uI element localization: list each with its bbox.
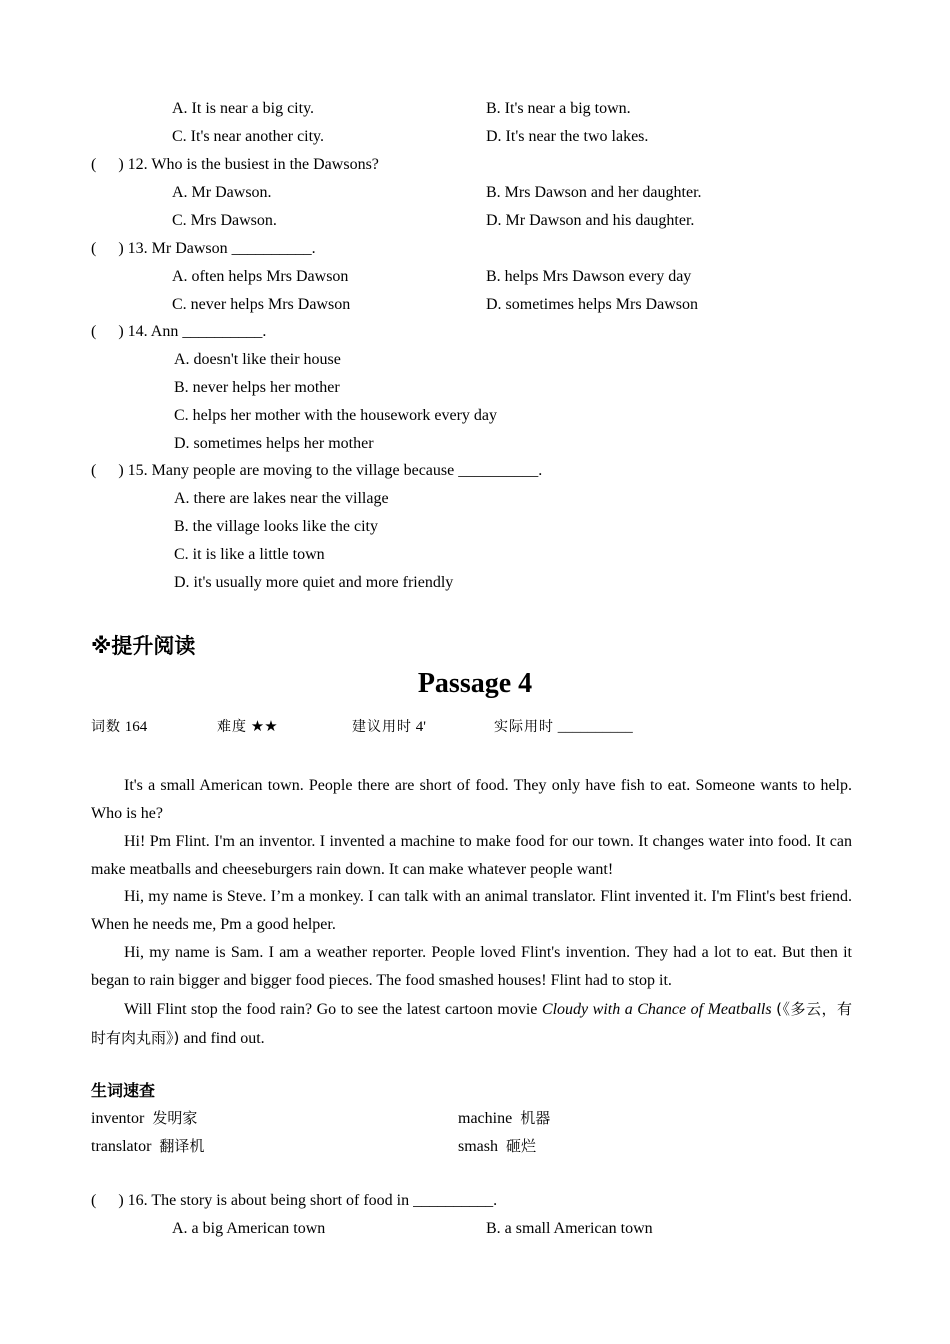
q11-option-a: A. It is near a big city. [172,100,315,117]
fill-blank: __________ [413,1192,494,1209]
fill-blank: __________ [231,240,312,257]
q11-option-d: D. It's near the two lakes. [486,128,649,145]
q13-stem: ( ) 13. Mr Dawson __________. [91,240,316,257]
vocab-item: inventor 发明家 [91,1109,198,1127]
q12-option-c: C. Mrs Dawson. [172,212,277,229]
passage-title: Passage 4 [417,668,533,699]
vocab-item: translator 翻译机 [91,1137,205,1155]
fill-blank: __________ [458,462,539,479]
q16-stem: ( ) 16. The story is about being short of food in __________. [91,1192,498,1209]
q14-stem: ( ) 14. Ann __________. [91,323,267,340]
q13-option-a: A. often helps Mrs Dawson [172,268,349,285]
vocab-item: smash 砸烂 [458,1137,537,1155]
q16-option-a: A. a big American town [172,1220,326,1237]
answer-paren: ( [91,156,97,173]
q16-option-b: B. a small American town [486,1220,653,1237]
star-icon: ★★ [250,719,278,735]
vocab-item: machine 机器 [458,1109,551,1127]
answer-paren: ( [91,1192,97,1209]
difficulty: 难度 ★★ [217,719,278,735]
answer-paren: ( [91,462,97,479]
q14-option-a: A. doesn't like their house [174,351,341,368]
section-title: ※提升阅读 [91,634,196,658]
paragraph-2: Hi! Pm Flint. I'm an inventor. I invented a machine to make food for our town. It changes water into food. It can make meatballs and cheeseburgers rain down. It can make whatever people want! [91,833,852,878]
q14-option-c: C. helps her mother with the housework every day [174,407,498,424]
paragraph-5: Will Flint stop the food rain? Go to see the latest cartoon movie Cloudy with a Chance of Meatballs (《多云，有时有肉丸雨》) and find out. [91,1000,853,1047]
actual-time: 实际用时 __________ [494,719,633,735]
paragraph-1: It's a small American town. People there are short of food. They only have fish to eat. Someone wants to help. Who is he? [91,777,852,822]
q12-stem: ( ) 12. Who is the busiest in the Dawsons? [91,156,379,173]
q15-stem: ( ) 15. Many people are moving to the village because __________. [91,462,543,479]
suggested-time: 建议用时 4' [352,719,426,735]
q15-option-c: C. it is like a little town [174,546,325,563]
q11-option-c: C. It's near another city. [172,128,325,145]
q11-option-b: B. It's near a big town. [486,100,631,117]
q12-option-d: D. Mr Dawson and his daughter. [486,212,695,229]
vocab-title: 生词速查 [91,1081,156,1100]
q15-option-a: A. there are lakes near the village [174,490,389,507]
q14-option-d: D. sometimes helps her mother [174,435,374,452]
paragraph-4: Hi, my name is Sam. I am a weather reporter. People loved Flint's invention. They had a lot to eat. But then it began to rain bigger and bigger food pieces. The food smashed houses! Flint had to stop it. [91,944,852,989]
answer-paren: ( [91,323,97,340]
paragraph-3: Hi, my name is Steve. I’m a monkey. I can talk with an animal translator. Flint invented it. I'm Flint's best friend. When he needs me, Pm a good helper. [91,888,852,933]
answer-paren: ( [91,240,97,257]
fill-blank: __________ [182,323,263,340]
q14-option-b: B. never helps her mother [174,379,340,396]
word-count: 词数 164 [91,719,148,735]
q13-option-d: D. sometimes helps Mrs Dawson [486,296,698,313]
q15-option-b: B. the village looks like the city [174,518,378,535]
actual-time-blank[interactable]: __________ [557,719,633,735]
q13-option-b: B. helps Mrs Dawson every day [486,268,692,285]
q15-option-d: D. it's usually more quiet and more friendly [174,574,454,591]
q13-option-c: C. never helps Mrs Dawson [172,296,351,313]
q12-option-a: A. Mr Dawson. [172,184,272,201]
movie-title: Cloudy with a Chance of Meatballs [541,1001,772,1018]
q12-option-b: B. Mrs Dawson and her daughter. [486,184,702,201]
